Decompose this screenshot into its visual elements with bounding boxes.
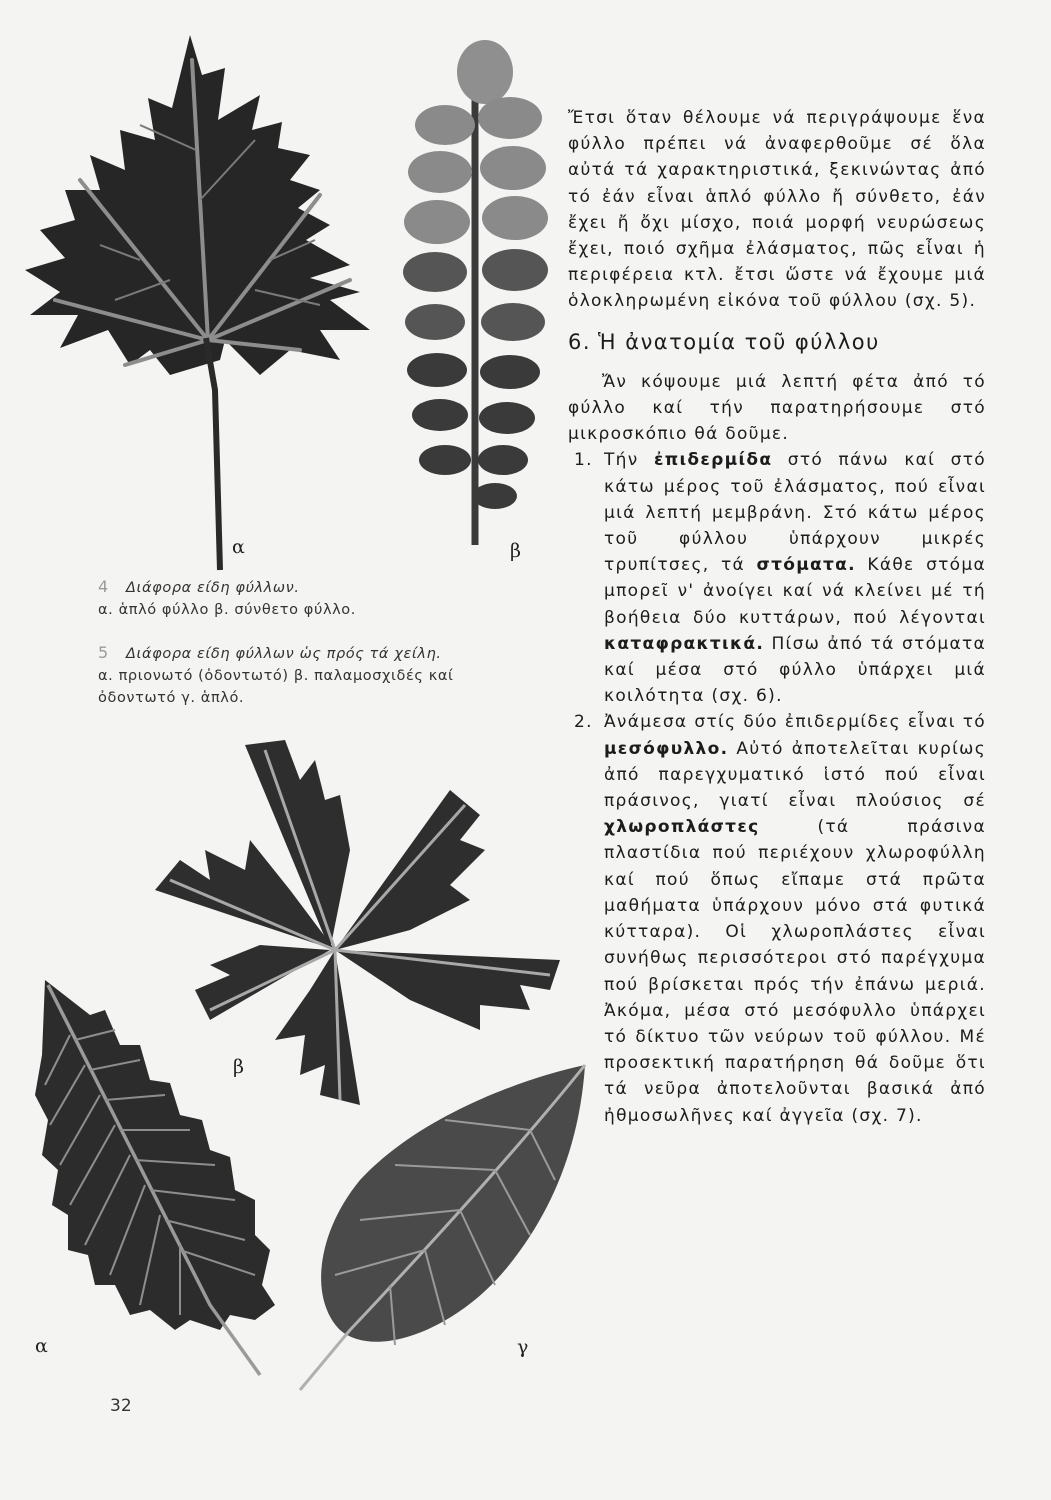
list-text: Κάθε στόμα μπορεῖ ν' ἀνοίγει καί νά κλείνει μέ τή βοήθεια δύο κυττάρων, πού λέγονται — [604, 555, 986, 628]
serrated-leaf-illustration — [30, 975, 290, 1385]
list-item-number: 2. — [574, 712, 593, 733]
term-epidermis: ἐπιδερμίδα — [654, 450, 773, 471]
figure-5-number: 5 — [98, 643, 109, 662]
page-number: 32 — [110, 1396, 132, 1416]
term-chloroplasts: χλωροπλάστες — [604, 817, 760, 838]
list-text: (τά πράσινα πλαστίδια πού περιέχουν χλωροφύλλη καί πού ὅπως εἴπαμε στά πρῶτα μαθήματα ὑπάρχουν μόνο στά φυτικά κύτταρα). Οἱ χλωροπλάστες εἶναι συνήθως περισσότεροι στό παρέγχυμα πού βρίσκεται πρός τήν ἐπάνω μεριά. Ἀκόμα, μέσα στό μεσόφυλλο ὑπάρχει τό δίκτυο τῶν νεύρων τοῦ φύλλου. Μέ προσεκτική παρατήρηση θά δοῦμε ὅτι τά νεῦρα ἀποτελοῦνται βασικά ἀπό ἠθμοσωλῆνες καί ἀγγεῖα (σχ. 7). — [604, 817, 986, 1126]
figure-5-text: α. πριονωτό (ὀδοντωτό) β. παλαμοσχιδές καί ὀδοντωτό γ. ἁπλό. — [98, 668, 454, 706]
list-item-number: 1. — [574, 450, 593, 471]
list-text: Πίσω ἀπό τά στόματα καί μέσα στό φύλλο ὑπάρχει μιά κοιλότητα (σχ. 6). — [604, 633, 986, 707]
fig5-label-c: γ — [517, 1336, 529, 1358]
list-text: Ἀνάμεσα στίς δύο ἐπιδερμίδες εἶναι τό — [604, 712, 986, 733]
list-text: στό πάνω καί στό κάτω μέρος τοῦ ἐλάσματος, πού εἶναι μιά λεπτή μεμβράνη. Στό κάτω μέρος τοῦ φύλλου ὑπάρχουν μικρές τρυπίτσες, τά — [604, 450, 986, 576]
figure-4-title: Διάφορα είδη φύλλων. — [126, 580, 300, 596]
list-text: Τήν — [604, 450, 654, 471]
section-title: Ἡ ἀνατομία τοῦ φύλλου — [598, 329, 880, 354]
maple-leaf-illustration — [20, 30, 410, 570]
figure-4-caption — [98, 576, 538, 621]
fig5-label-b: β — [233, 1056, 244, 1078]
term-guard-cells: καταφρακτικά. — [604, 633, 765, 654]
section-number: 6. — [568, 329, 592, 354]
list-item — [568, 709, 986, 1128]
fig5-label-a: α — [35, 1335, 48, 1357]
intro-paragraph: Ἔτσι ὅταν θέλουμε νά περιγράψουμε ἕνα φύλλο πρέπει νά ἀναφερθοῦμε σέ ὅλα αὐτά τά χαρακτηριστικά, ξεκινώντας ἀπό τό ἐάν εἶναι ἁπλό φύλλο ἤ σύνθετο, ἐάν ἔχει ἤ ὄχι μίσχο, ποιά μορφή νευρώσεως ἔχει, ποιό σχῆμα ἐλάσματος, πῶς εἶναι ἡ περιφέρεια κτλ. ἔτσι ὥστε νά ἔχουμε μιά ὁλοκληρωμένη εἰκόνα τοῦ φύλλου (σχ. 5). — [568, 108, 986, 312]
figure-5-caption — [98, 642, 528, 709]
section-heading — [568, 329, 986, 355]
term-stomata: στόματα. — [756, 555, 856, 576]
compound-leaf-illustration — [395, 40, 555, 550]
figure-4-number: 4 — [98, 577, 109, 596]
body-text-column — [568, 105, 986, 1129]
fig4-label-b: β — [510, 540, 521, 562]
term-mesophyll: μεσόφυλλο. — [604, 738, 729, 759]
entire-leaf-illustration — [295, 1060, 595, 1390]
figure-5-title: Διάφορα είδη φύλλων ὡς πρός τά χείλη. — [126, 646, 442, 662]
section-intro: Ἄν κόψουμε μιά λεπτή φέτα ἀπό τό φύλλο καί τήν παρατηρήσουμε στό μικροσκόπιο θά δοῦμε. — [568, 371, 986, 445]
fig4-label-a: α — [232, 536, 245, 558]
figure-4-text: α. ἁπλό φύλλο β. σύνθετο φύλλο. — [98, 602, 356, 618]
list-text: Αὐτό ἀποτελεῖται κυρίως ἀπό παρεγχυματικό ἱστό πού εἶναι πράσινος, γιατί εἶναι πλούσιος σέ — [604, 738, 986, 812]
list-item — [568, 447, 986, 709]
anatomy-list — [568, 447, 986, 1128]
